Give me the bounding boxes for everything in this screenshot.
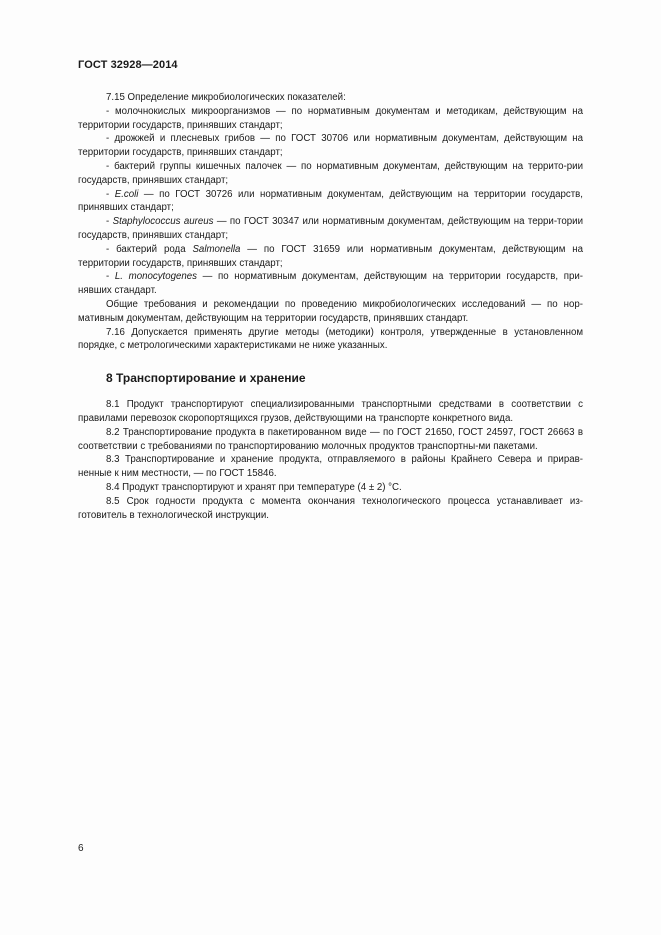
- paragraph-7-15: 7.15 Определение микробиологических показателей:: [106, 92, 346, 103]
- list-item-listeria: - L. monocytogenes — по нормативным документам, действующим на территории государств, при-нявших стандарт.: [78, 271, 584, 297]
- list-item-ecoli: - E.coli — по ГОСТ 30726 или нормативным документам, действующим на территории государств, принявших стандарт;: [78, 188, 583, 214]
- paragraph-8-3: 8.3 Транспортирование и хранение продукта, отправляемого в районы Крайнего Севера и прирав-ненные к ним местности, — по ГОСТ 15846.: [78, 454, 583, 480]
- paragraph-8-5: 8.5 Срок годности продукта с момента окончания технологического процесса устанавливает из-готовитель в технологической инструкции.: [78, 495, 583, 521]
- organism-name: L. monocytogenes: [114, 271, 198, 283]
- list-item-coliform: - бактерий группы кишечных палочек — по нормативным документам, действующим на террито-рии государств, принявших стандарт;: [78, 160, 583, 186]
- list-item-yeast-mold: - дрожжей и плесневых грибов — по ГОСТ 30706 или нормативным документам, действующим на территории государств, принявших стандарт;: [78, 133, 583, 159]
- paragraph-7-16: 7.16 Допускается применять другие методы (методики) контроля, утвержденные в установленном порядке, с метрологическими характеристиками не ниже указанных.: [78, 326, 583, 352]
- document-header: ГОСТ 32928—2014: [78, 59, 178, 71]
- list-item-staphylococcus: - Staphylococcus aureus — по ГОСТ 30347 или нормативным документам, действующим на терри-тории государств, принявших стандарт;: [78, 216, 583, 241]
- page-number: 6: [78, 843, 84, 854]
- section-title: 8 Транспортирование и хранение: [106, 371, 306, 386]
- list-item-lactic-microorganisms: - молочнокислых микроорганизмов — по нормативным документам и методикам, действующим на территории государств, принявших стандарт;: [78, 105, 583, 131]
- paragraph-general-requirements: Общие требования и рекомендации по проведению микробиологических исследований — по нор-мативным документам, действующим на территории государств, принявших стандарт.: [78, 298, 583, 324]
- paragraph-8-1: 8.1 Продукт транспортируют специализированными транспортными средствами в соответствии с правилами перевозок скоропортящихся грузов, действующими на транспорте конкретного вида.: [78, 399, 583, 424]
- document-body: [78, 91, 583, 522]
- list-item-salmonella: - бактерий рода Salmonella — по ГОСТ 31659 или нормативным документам, действующим на территории государств, принявших стандарт;: [78, 243, 583, 269]
- paragraph-8-2: 8.2 Транспортирование продукта в пакетированном виде — по ГОСТ 21650, ГОСТ 24597, ГОСТ 26663 в соответствии с требованиями по транспортированию молочных продуктов транспортны-ми пакетами.: [78, 426, 583, 452]
- organism-name: Staphylococcus aureus: [112, 216, 214, 228]
- paragraph-8-4: 8.4 Продукт транспортируют и хранят при температуре (4 ± 2) °С.: [106, 481, 402, 493]
- organism-name: Salmonella: [192, 243, 241, 255]
- organism-name: E.coli: [114, 188, 139, 200]
